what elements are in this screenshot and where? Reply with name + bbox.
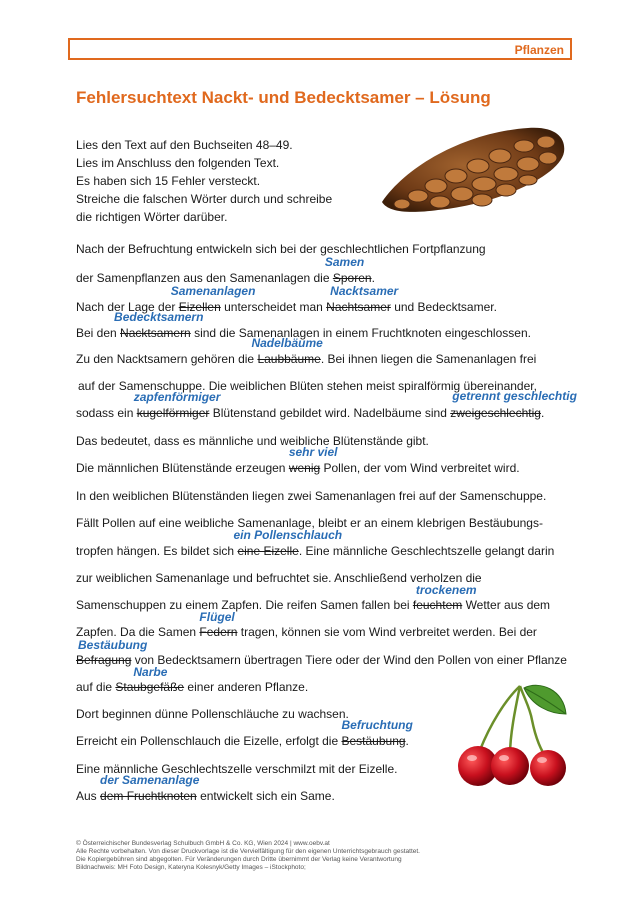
correction-word: ein Pollenschlauch — [233, 528, 343, 542]
text-line: auf der Samenschuppe. Die weiblichen Blüten stehen meist spiralförmig übereinander, — [78, 379, 537, 393]
pine-cone-image — [378, 124, 568, 216]
correction-word: Narbe — [133, 665, 168, 679]
wrong-word: eine Eizelle — [237, 544, 299, 558]
text-line: Nach der Befruchtung entwickeln sich bei der geschlechtlichen Fortpflanzung — [76, 242, 486, 256]
correction-word: Bestäubung — [78, 638, 148, 652]
text-line: Nach der Lage der Eizellen Samenanlagen unterscheidet man Nachtsamer Nacktsamer und Bedecktsamer. — [76, 284, 497, 314]
text-line: Aus dem Fruchtknoten der Samenanlage entwickelt sich ein Same. — [76, 773, 335, 803]
footer-line: © Österreichischer Bundesverlag Schulbuch GmbH & Co. KG, Wien 2024 | www.oebv.at — [76, 840, 330, 847]
text-line: der Samenpflanzen aus den Samenanlagen die Sporen Samen . — [76, 255, 375, 285]
wrong-word: zweigeschlechtig — [450, 406, 541, 420]
text-line: tropfen hängen. Es bildet sich eine Eizelle ein Pollenschlauch . Eine männliche Geschlechtszelle gelangt darin — [76, 528, 555, 558]
text-line: Bei den Nacktsamern Bedecktsamern sind die Samenanlagen in einem Fruchtknoten eingeschlossen. — [76, 310, 531, 340]
wrong-word: Nachtsamer — [326, 300, 391, 314]
footer-line: Bildnachweis: MH Foto Design, Kateryna Kolesnyk/Getty Images – iStockphoto; — [76, 864, 306, 871]
text-line: sodass ein kugelförmiger zapfenförmiger Blütenstand gebildet wird. Nadelbäume sind zweigeschlechtig getrennt geschlechtig . — [76, 389, 577, 420]
subject-label: Pflanzen — [514, 43, 564, 57]
correction-word: zapfenförmiger — [133, 390, 221, 404]
correction-word: Samen — [324, 255, 365, 269]
text-line: In den weiblichen Blütenständen liegen zwei Samenanlagen frei auf der Samenschuppe. — [76, 489, 547, 503]
wrong-word: kugelförmiger — [136, 406, 210, 420]
text-line: Zu den Nacktsamern gehören die Laubbäume Nadelbäume . Bei ihnen liegen die Samenanlagen frei — [76, 336, 537, 366]
footer — [76, 840, 420, 872]
text-line: Samenschuppen zu einem Zapfen. Die reifen Samen fallen bei feuchtem trockenem Wetter aus dem — [76, 583, 551, 612]
instruction-line: Lies im Anschluss den folgenden Text. — [76, 156, 280, 170]
text-line: Das bedeutet, dass es männliche und weibliche Blütenstände gibt. — [76, 434, 429, 448]
correction-word: Nacktsamer — [330, 284, 399, 298]
wrong-word: Eizellen — [178, 300, 221, 314]
wrong-word: Sporen — [332, 271, 372, 285]
text-line: zur weiblichen Samenanlage und befruchtet sie. Anschließend verholzen die — [76, 571, 482, 585]
instruction-line: die richtigen Wörter darüber. — [76, 210, 228, 224]
wrong-word: wenig — [288, 461, 321, 475]
correction-word: Samenanlagen — [170, 284, 256, 298]
text-line: Erreicht ein Pollenschlauch die Eizelle, erfolgt die Bestäubung Befruchtung . — [76, 718, 413, 748]
footer-line: Die Kopiergebühren sind abgegolten. Für Veränderungen durch Dritte übernimmt der Verlag keine Verantwortung — [76, 856, 402, 863]
correction-word: Befruchtung — [341, 718, 413, 732]
text-line: Eine männliche Geschlechtszelle verschmilzt mit der Eizelle. — [76, 762, 398, 776]
text-line: Dort beginnen dünne Pollenschläuche zu wachsen. — [76, 707, 349, 721]
wrong-word: Nacktsamern — [120, 326, 191, 340]
instruction-line: Streiche die falschen Wörter durch und schreibe — [76, 192, 333, 206]
text-line: auf die Staubgefäße Narbe einer anderen Pflanze. — [76, 665, 309, 694]
correction-word: Bedecktsamern — [114, 310, 204, 324]
text-line: Fällt Pollen auf eine weibliche Samenanlage, bleibt er an einem klebrigen Bestäubungs- — [76, 516, 543, 530]
wrong-word: Federn — [199, 625, 238, 639]
wrong-word: feuchtem — [412, 598, 463, 612]
wrong-word: Laubbäume — [257, 352, 321, 366]
wrong-word: dem Fruchtknoten — [100, 789, 197, 803]
wrong-word: Befragung — [76, 653, 132, 667]
text-line: Befragung Bestäubung von Bedecktsamern übertragen Tiere oder der Wind den Pollen von einer Pflanze — [76, 638, 567, 667]
correction-word: der Samenanlage — [100, 773, 200, 787]
correction-word: Nadelbäume — [251, 336, 323, 350]
text-line: Zapfen. Da die Samen Federn Flügel tragen, können sie vom Wind verbreitet werden. Bei der — [76, 610, 537, 639]
wrong-word: Bestäubung — [341, 734, 406, 748]
correction-word: Flügel — [199, 610, 235, 624]
correction-word: getrennt geschlechtig — [452, 389, 577, 403]
cherries-image — [440, 680, 570, 790]
text-line: Die männlichen Blütenstände erzeugen wenig sehr viel Pollen, der vom Wind verbreitet wird. — [76, 445, 520, 475]
footer-line: Alle Rechte vorbehalten. Von dieser Druckvorlage ist die Vervielfältigung für den eigenen Unterrichtsgebrauch gestattet. — [76, 848, 420, 855]
instruction-line: Lies den Text auf den Buchseiten 48–49. — [76, 138, 293, 152]
correction-word: trockenem — [415, 583, 477, 597]
instruction-line: Es haben sich 15 Fehler versteckt. — [76, 174, 261, 188]
correction-word: sehr viel — [288, 445, 338, 459]
page-title: Fehlersuchtext Nackt- und Bedecktsamer – Lösung — [76, 88, 491, 107]
wrong-word: Staubgefäße — [115, 680, 185, 694]
header-box — [68, 38, 572, 60]
